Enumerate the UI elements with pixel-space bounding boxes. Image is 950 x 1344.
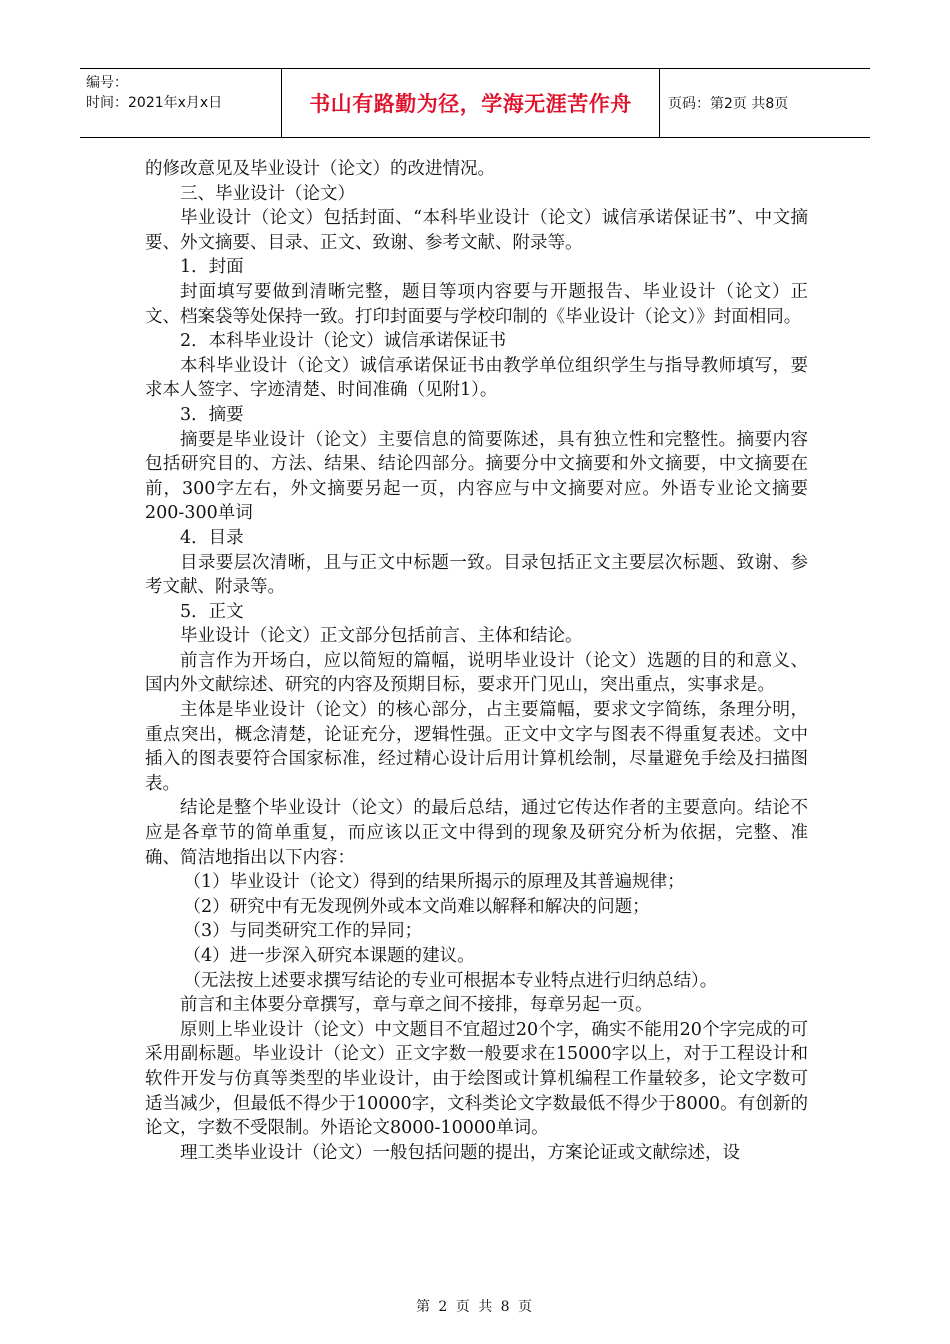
list-item: （1）毕业设计（论文）得到的结果所揭示的原理及其普遍规律； bbox=[183, 872, 685, 893]
paragraph: 封面填写要做到清晰完整，题目等项内容要与开题报告、毕业设计（论文）正文、档案袋等处保持一致。打印封面要与学校印制的《毕业设计（论文）》封面相同。 bbox=[145, 281, 808, 327]
header-meta bbox=[80, 69, 282, 137]
subsection-heading: 2．本科毕业设计（论文）诚信承诺保证书 bbox=[180, 331, 507, 352]
paragraph: 毕业设计（论文）包括封面、“本科毕业设计（论文）诚信承诺保证书”、中文摘要、外文摘要、目录、正文、致谢、参考文献、附录等。 bbox=[145, 208, 808, 253]
paragraph: （无法按上述要求撰写结论的专业可根据本专业特点进行归纳总结）。 bbox=[183, 970, 718, 991]
subsection-heading: 1．封面 bbox=[180, 257, 244, 278]
subsection-heading: 5．正文 bbox=[180, 601, 244, 622]
document-date: 时间：2021年x月x日 bbox=[86, 95, 223, 111]
paragraph: 摘要是毕业设计（论文）主要信息的简要陈述，具有独立性和完整性。摘要内容包括研究目的、方法、结果、结论四部分。摘要分中文摘要和外文摘要，中文摘要在前，300字左右，外文摘要另起一页，内容应与中文摘要对应。外语专业论文摘要200-300单词 bbox=[145, 429, 808, 524]
paragraph: 前言和主体要分章撰写，章与章之间不接排，每章另起一页。 bbox=[180, 995, 653, 1016]
paragraph: 的修改意见及毕业设计（论文）的改进情况。 bbox=[145, 159, 495, 179]
section-heading: 三、毕业设计（论文） bbox=[180, 183, 355, 204]
paragraph: 原则上毕业设计（论文）中文题目不宜超过20个字，确实不能用20个字完成的可采用副标题。毕业设计（论文）正文字数一般要求在15000字以上，对于工程设计和软件开发与仿真等类型的毕业设计，由于绘图或计算机编程工作量较多，论文字数可适当减少，但最低不得少于10000字，文科类论文字数最低不得少于8000。有创新的论文，字数不受限制。外语论文8000-10000单词。 bbox=[145, 1019, 808, 1139]
page-header bbox=[80, 68, 870, 138]
paragraph: 主体是毕业设计（论文）的核心部分，占主要篇幅，要求文字简练，条理分明，重点突出，概念清楚，论证充分，逻辑性强。正文中文字与图表不得重复表述。文中插入的图表要符合国家标准，经过精心设计后用计算机绘制，尽量避免手绘及扫描图表。 bbox=[145, 700, 808, 794]
header-motto: 书山有路勤为径，学海无涯苦作舟 bbox=[282, 69, 660, 137]
paragraph: 前言作为开场白，应以简短的篇幅，说明毕业设计（论文）选题的目的和意义、国内外文献综述、研究的内容及预期目标，要求开门见山，突出重点，实事求是。 bbox=[145, 650, 808, 696]
header-page-number: 页码：第2页 共8页 bbox=[668, 96, 789, 112]
list-item: （2）研究中有无发现例外或本文尚难以解释和解决的问题； bbox=[183, 896, 650, 917]
paragraph: 毕业设计（论文）正文部分包括前言、主体和结论。 bbox=[180, 626, 583, 647]
list-item: （4）进一步深入研究本课题的建议。 bbox=[183, 946, 475, 966]
paragraph: 本科毕业设计（论文）诚信承诺保证书由教学单位组织学生与指导教师填写，要求本人签字、字迹清楚、时间准确（见附1）。 bbox=[145, 355, 808, 401]
subsection-heading: 3．摘要 bbox=[180, 404, 244, 425]
subsection-heading: 4．目录 bbox=[180, 527, 244, 548]
document-number: 编号： bbox=[86, 75, 128, 91]
document-body bbox=[145, 157, 808, 1165]
page-footer: 第 2 页 共 8 页 bbox=[415, 1299, 535, 1315]
paragraph: 结论是整个毕业设计（论文）的最后总结，通过它传达作者的主要意向。结论不应是各章节的简单重复，而应该以正文中得到的现象及研究分析为依据，完整、准确、简洁地指出以下内容： bbox=[145, 798, 808, 868]
paragraph: 理工类毕业设计（论文）一般包括问题的提出，方案论证或文献综述，设 bbox=[180, 1142, 740, 1163]
list-item: （3）与同类研究工作的异同； bbox=[183, 921, 423, 942]
paragraph: 目录要层次清晰，且与正文中标题一致。目录包括正文主要层次标题、致谢、参考文献、附录等。 bbox=[145, 552, 808, 598]
